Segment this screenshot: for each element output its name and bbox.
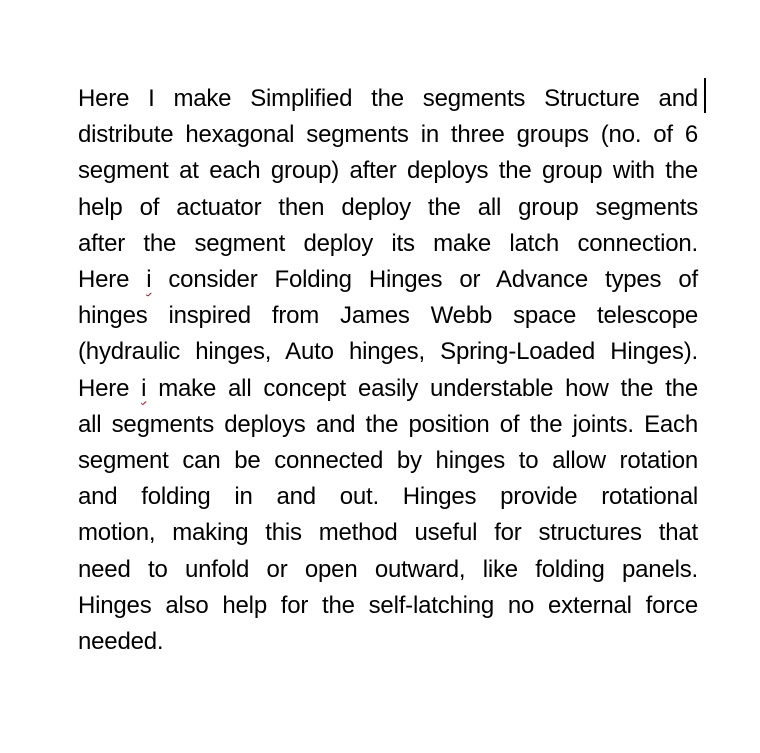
text-cursor (704, 78, 706, 113)
line-text: consider Folding Hinges or Advance types of (151, 266, 698, 294)
line-text: Here (78, 374, 142, 402)
line-text: make all concept easily understable how the the (146, 374, 698, 402)
text-line[interactable]: Hinges also help for the self-latching no external force (78, 591, 698, 619)
text-line[interactable]: (hydraulic hinges, Auto hinges, Spring-Loaded Hinges). (78, 338, 698, 366)
text-line[interactable]: hinges inspired from James Webb space telescope (78, 302, 698, 330)
misspelled-word[interactable]: i (141, 374, 147, 402)
text-line[interactable]: after the segment deploy its make latch connection. (78, 229, 698, 257)
text-line[interactable]: motion, making this method useful for structures that (78, 519, 698, 547)
text-line[interactable] (78, 262, 698, 298)
text-line[interactable]: and folding in and out. Hinges provide rotational (78, 483, 698, 511)
line-text: Here (78, 266, 147, 294)
text-line[interactable]: segment can be connected by hinges to allow rotation (78, 447, 698, 475)
text-line[interactable]: segment at each group) after deploys the group with the (78, 157, 698, 185)
text-line[interactable]: need to unfold or open outward, like folding panels. (78, 555, 698, 583)
misspelled-word[interactable]: i (146, 266, 152, 294)
text-line[interactable] (78, 371, 698, 407)
text-line[interactable]: help of actuator then deploy the all group segments (78, 193, 698, 221)
text-line[interactable]: Here I make Simplified the segments Structure and (78, 85, 698, 112)
text-line[interactable]: all segments deploys and the position of the joints. Each (78, 410, 698, 438)
text-line[interactable]: needed. (78, 628, 164, 656)
document-paragraph[interactable] (78, 81, 698, 660)
text-line[interactable]: distribute hexagonal segments in three groups (no. of 6 (78, 121, 698, 149)
